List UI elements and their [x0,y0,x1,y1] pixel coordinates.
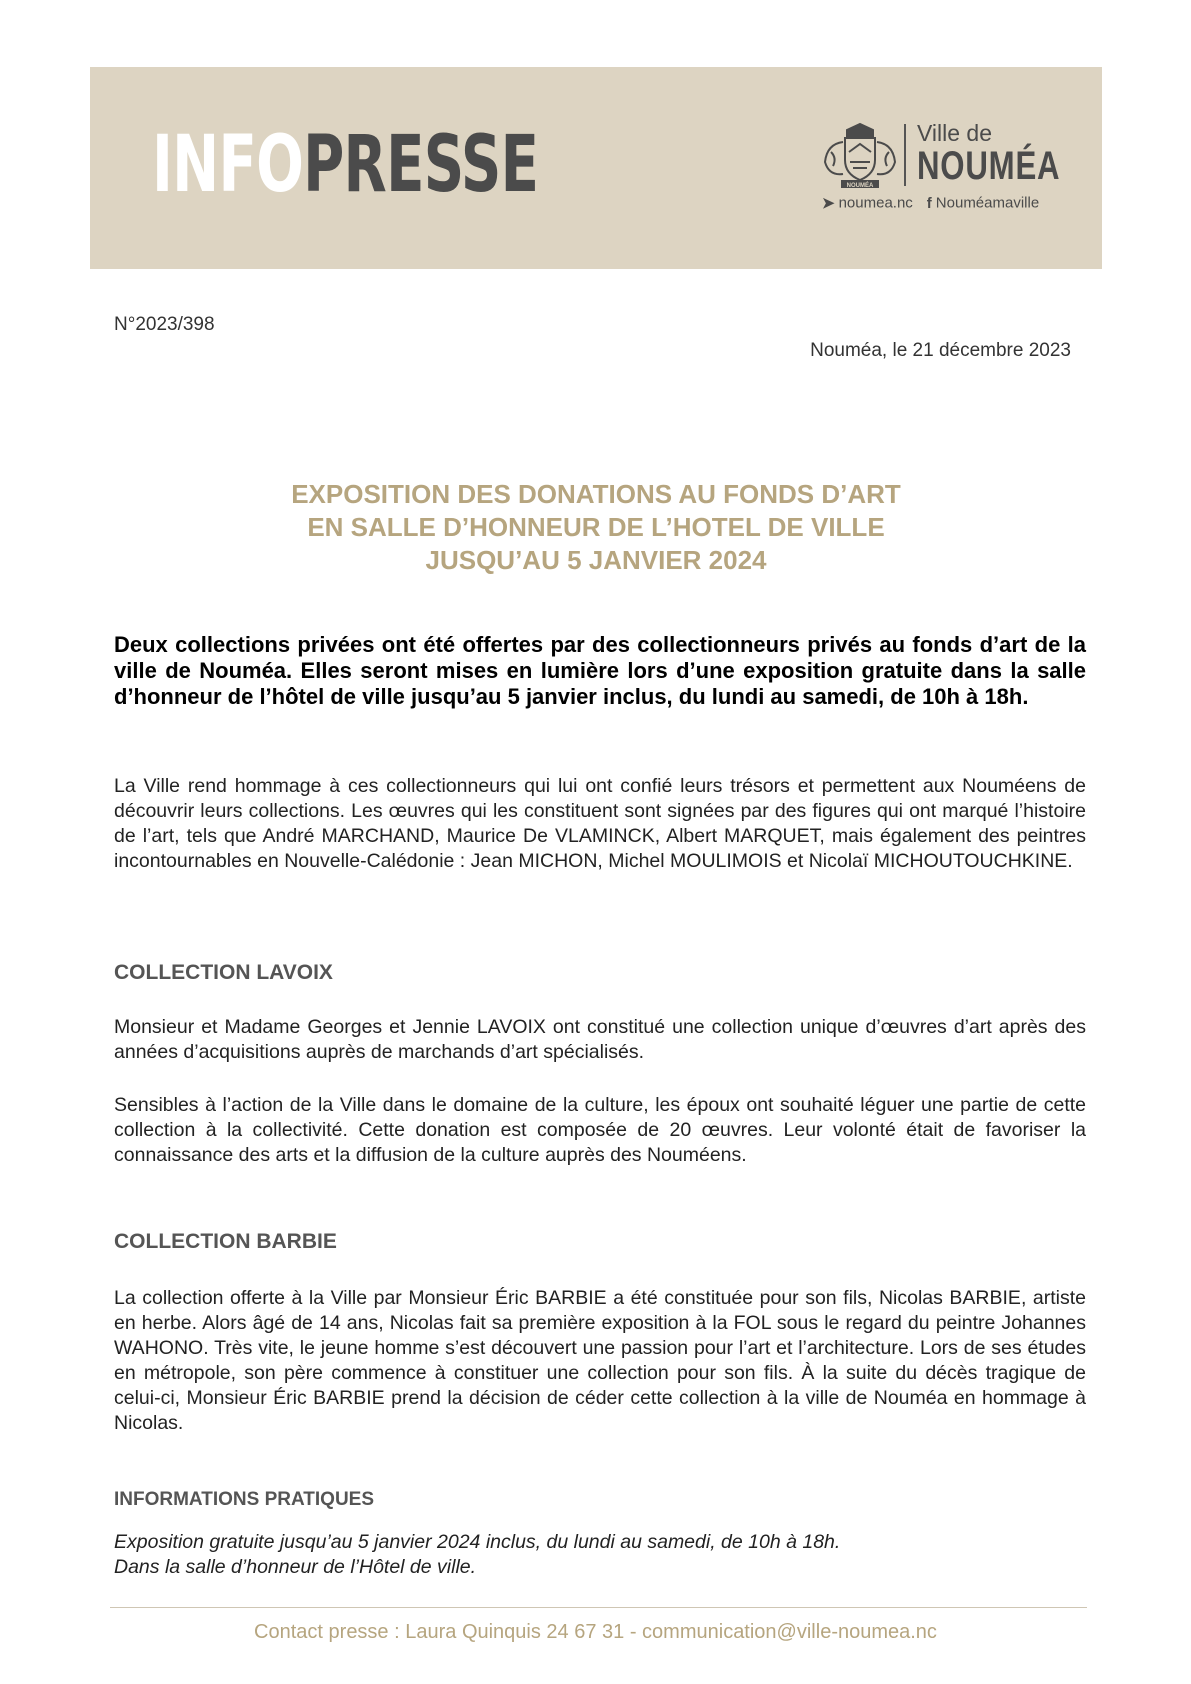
logo-social-line [822,194,1039,212]
lavoix-paragraph-1: Monsieur et Madame Georges et Jennie LAVOIX ont constitué une collection unique d’œuvres d’art après des années d’acquisitions auprès de marchands d’art spécialisés. [114,1016,1086,1063]
practical-heading: INFORMATIONS PRATIQUES [114,1489,375,1510]
info-presse-wordmark [152,120,539,210]
brand-word-info: INFO [152,120,304,210]
barbie-heading: COLLECTION BARBIE [114,1230,337,1253]
logo-divider [904,124,906,186]
document-title [90,478,1102,577]
logo-noumea: NOUMÉA [917,144,1061,188]
title-line-2: EN SALLE D’HONNEUR DE L’HOTEL DE VILLE [307,512,885,542]
title-line-1: EXPOSITION DES DONATIONS AU FONDS D’ART [291,479,901,509]
date-line: Nouméa, le 21 décembre 2023 [810,340,1071,361]
cursor-arrow-icon: ➤ [822,195,835,213]
brand-word-presse: PRESSE [303,120,539,210]
facebook-link[interactable]: Nouméamaville [935,194,1040,212]
header-banner [90,67,1102,269]
ville-de-noumea-logo [817,120,1061,213]
city-crest-icon [817,122,903,190]
practical-line-1: Exposition gratuite jusqu’au 5 janvier 2024 inclus, du lundi au samedi, de 10h à 18h. [114,1531,841,1553]
lavoix-heading: COLLECTION LAVOIX [114,961,333,984]
lavoix-paragraph-2: Sensibles à l’action de la Ville dans le domaine de la culture, les époux ont souhaité léguer une partie de cette collection à la collectivité. Cette donation est composée de 20 œuvres. Leur volonté était de favoriser la connaissance des arts et la diffusion de la culture auprès des Nouméens. [114,1094,1086,1166]
barbie-paragraph: La collection offerte à la Ville par Monsieur Éric BARBIE a été constituée pour son fils, Nicolas BARBIE, artiste en herbe. Alors âgé de 14 ans, Nicolas fait sa première exposition à la FOL sous le regard du peintre Johannes WAHONO. Très vite, le jeune homme s’est découvert une passion pour l’art et l’architecture. Lors de ses études en métropole, son père commence à constituer une collection pour son fils. À la suite du décès tragique de celui-ci, Monsieur Éric BARBIE prend la décision de céder cette collection à la ville de Nouméa en hommage à Nicolas. [114,1287,1086,1434]
lead-paragraph: Deux collections privées ont été offertes par des collectionneurs privés au fonds d’art de la ville de Nouméa. Elles seront mises en lumière lors d’une exposition gratuite dans la salle d’honneur de l’hôtel de ville jusqu’au 5 janvier inclus, du lundi au samedi, de 10h à 18h. [114,632,1086,709]
facebook-icon: f [926,194,932,212]
lavoix-section-2 [114,1093,1086,1168]
footer-divider [110,1607,1087,1608]
barbie-section [114,1286,1086,1436]
website-link[interactable]: noumea.nc [838,194,913,212]
press-release-number: N°2023/398 [114,314,215,335]
logo-ville-de: Ville de [917,120,993,146]
intro-paragraph: La Ville rend hommage à ces collectionneurs qui lui ont confié leurs trésors et permettent aux Nouméens de découvrir leurs collections. Les œuvres qui les constituent sont signées par des figures qui ont marqué l’histoire de l’art, tels que André MARCHAND, Maurice De VLAMINCK, Albert MARQUET, mais également des peintres incontournables en Nouvelle-Calédonie : Jean MICHON, Michel MOULIMOIS et Nicolaï MICHOUTOUCHKINE. [114,775,1086,872]
crest-label: NOUMÉA [846,183,874,189]
lavoix-section [114,1015,1086,1065]
intro-section [114,774,1086,874]
press-contact: Contact presse : Laura Quinquis 24 67 31 - communication@ville-noumea.nc [254,1621,937,1643]
practical-line-2: Dans la salle d’honneur de l’Hôtel de ville. [114,1556,477,1578]
title-line-3: JUSQU’AU 5 JANVIER 2024 [425,545,767,575]
